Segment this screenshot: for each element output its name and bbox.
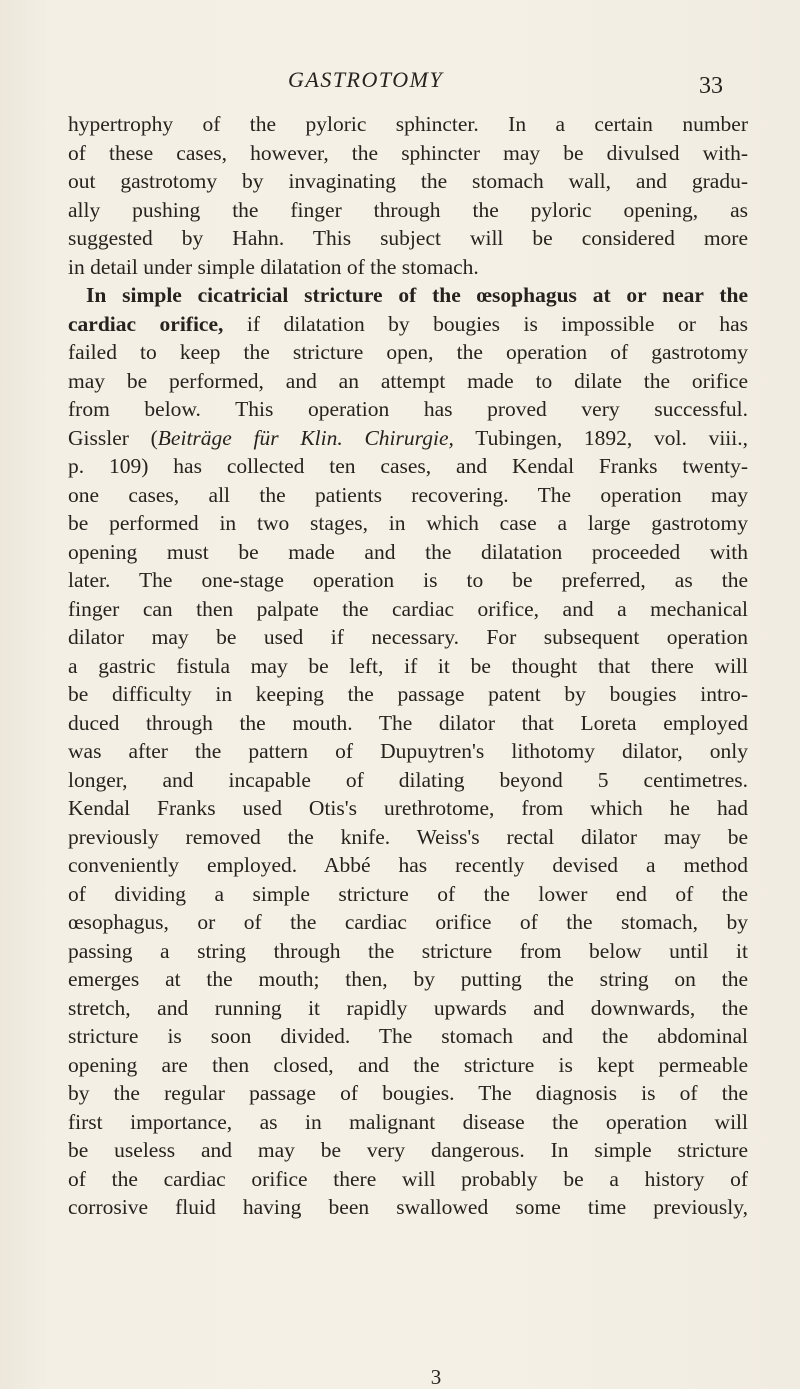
text-line bbox=[68, 452, 748, 481]
line-lead: In simple cicatricial stricture of the œsophagus at or near the bbox=[86, 283, 748, 307]
line-text: out gastrotomy by invaginating the stomach wall, and gradu- bbox=[68, 169, 748, 193]
text-line bbox=[68, 994, 748, 1023]
line-text: of dividing a simple stricture of the lower end of the bbox=[68, 881, 748, 906]
line-text: one cases, all the patients recovering. The operation may bbox=[68, 482, 748, 507]
line-text: of the cardiac orifice there will probably be a history of bbox=[68, 1166, 748, 1191]
text-line bbox=[68, 823, 748, 852]
line-text: hypertrophy of the pyloric sphincter. In a certain number bbox=[68, 112, 748, 136]
line-text: stretch, and running it rapidly upwards and downwards, the bbox=[68, 995, 748, 1020]
text-line bbox=[68, 310, 748, 339]
text-line bbox=[68, 110, 748, 139]
body-text bbox=[68, 110, 748, 1222]
text-line bbox=[68, 937, 748, 966]
line-text: stricture is soon divided. The stomach and the abdominal bbox=[68, 1024, 748, 1048]
text-line bbox=[68, 794, 748, 823]
text-line bbox=[68, 680, 748, 709]
line-text: opening are then closed, and the stricture is kept permeable bbox=[68, 1052, 748, 1077]
line-text: Tubingen, 1892, vol. viii., bbox=[453, 425, 748, 450]
text-line bbox=[68, 1193, 748, 1222]
line-text: failed to keep the stricture open, the operation of gastrotomy bbox=[68, 340, 748, 364]
line-text: Kendal Franks used Otis's urethrotome, from which he had bbox=[68, 796, 748, 820]
text-line bbox=[68, 1022, 748, 1051]
line-text: conveniently employed. Abbé has recently devised a method bbox=[68, 853, 748, 877]
line-text: duced through the mouth. The dilator that Loreta employed bbox=[68, 710, 748, 735]
text-line bbox=[68, 566, 748, 595]
line-text: if dilatation by bougies is impossible or has bbox=[223, 311, 748, 336]
text-line bbox=[68, 1165, 748, 1194]
page-number: 33 bbox=[699, 73, 723, 99]
line-text: suggested by Hahn. This subject will be considered more bbox=[68, 226, 748, 250]
text-line bbox=[68, 709, 748, 738]
line-text: passing a string through the stricture from below until it bbox=[68, 938, 748, 963]
signature-mark: 3 bbox=[430, 1365, 442, 1389]
line-text: ally pushing the finger through the pyloric opening, as bbox=[68, 197, 748, 222]
text-line bbox=[68, 367, 748, 396]
line-text: p. 109) has collected ten cases, and Kendal Franks twenty- bbox=[68, 454, 748, 478]
text-line bbox=[68, 623, 748, 652]
text-line bbox=[68, 281, 748, 310]
line-text: by the regular passage of bougies. The diagnosis is of the bbox=[68, 1081, 748, 1105]
line-text: of these cases, however, the sphincter may be divulsed with- bbox=[68, 140, 748, 165]
line-text: previously removed the knife. Weiss's rectal dilator may be bbox=[68, 824, 748, 849]
text-line bbox=[68, 338, 748, 367]
running-head bbox=[0, 63, 800, 97]
text-line bbox=[68, 481, 748, 510]
running-title: GASTROTOMY bbox=[288, 67, 444, 92]
text-line bbox=[68, 224, 748, 253]
line-text: opening must be made and the dilatation proceeded with bbox=[68, 539, 748, 564]
line-text: longer, and incapable of dilating beyond 5 centimetres. bbox=[68, 767, 748, 792]
line-lead: Gissler ( bbox=[68, 425, 158, 450]
text-line bbox=[68, 167, 748, 196]
text-line bbox=[68, 253, 748, 282]
line-text: may be performed, and an attempt made to dilate the orifice bbox=[68, 368, 748, 393]
text-line bbox=[68, 1108, 748, 1137]
text-line bbox=[68, 1136, 748, 1165]
text-line bbox=[68, 395, 748, 424]
text-line bbox=[68, 737, 748, 766]
line-text: corrosive fluid having been swallowed some time previously, bbox=[68, 1195, 748, 1219]
line-text: finger can then palpate the cardiac orifice, and a mechanical bbox=[68, 596, 748, 621]
line-text: from below. This operation has proved very successful. bbox=[68, 397, 748, 421]
text-line bbox=[68, 424, 748, 453]
line-text: be difficulty in keeping the passage patent by bougies intro- bbox=[68, 682, 748, 706]
text-line bbox=[68, 196, 748, 225]
text-line bbox=[68, 766, 748, 795]
text-line bbox=[68, 509, 748, 538]
text-line bbox=[68, 1051, 748, 1080]
text-line bbox=[68, 139, 748, 168]
text-line bbox=[68, 965, 748, 994]
line-text: œsophagus, or of the cardiac orifice of the stomach, by bbox=[68, 910, 748, 934]
line-text: a gastric fistula may be left, if it be thought that there will bbox=[68, 653, 748, 678]
text-line bbox=[68, 908, 748, 937]
text-line bbox=[68, 851, 748, 880]
line-text: in detail under simple dilatation of the stomach. bbox=[68, 254, 479, 279]
text-line bbox=[68, 652, 748, 681]
text-line bbox=[68, 1079, 748, 1108]
line-italic: Beiträge für Klin. Chirurgie, bbox=[157, 425, 454, 450]
line-text: be useless and may be very dangerous. In simple stricture bbox=[68, 1138, 748, 1162]
line-lead: cardiac orifice, bbox=[68, 311, 224, 336]
line-text: first importance, as in malignant disease the operation will bbox=[68, 1109, 748, 1134]
line-text: emerges at the mouth; then, by putting the string on the bbox=[68, 967, 748, 991]
text-line bbox=[68, 880, 748, 909]
line-text: was after the pattern of Dupuytren's lithotomy dilator, only bbox=[68, 739, 748, 763]
line-text: be performed in two stages, in which case a large gastrotomy bbox=[68, 511, 748, 535]
line-text: dilator may be used if necessary. For subsequent operation bbox=[68, 625, 748, 649]
text-line bbox=[68, 538, 748, 567]
line-text: later. The one-stage operation is to be preferred, as the bbox=[68, 568, 748, 592]
text-line bbox=[68, 595, 748, 624]
